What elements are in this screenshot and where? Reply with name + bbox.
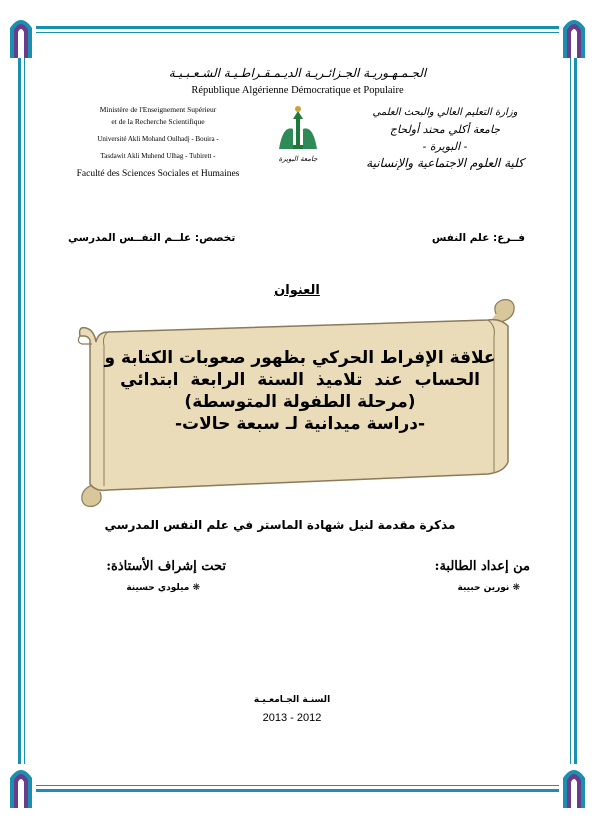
branch-label: فــرع: علم النفس [431,232,525,244]
frame-right-line [574,58,577,764]
logo-caption: جامعة البويرة [278,155,318,163]
republic-title-arabic: الجـمـهـوريـة الجـزائـريـة الديـمـقـراطـيـة الشـعـبـيـة [168,66,427,80]
frame-bottom-line [36,789,559,792]
thesis-note: مذكرة مقدمة لنيل شهادة الماستر في علم النفس المدرسي [104,518,456,532]
university-arabic: جامعة أكلي محند أولحاج [389,123,501,136]
scroll-title-line-3: (مرحلة الطفولة المتوسطة) [184,392,416,412]
scroll-title-line-2: الحساب عند تلاميذ السنة الرابعة ابتدائي [120,370,480,390]
student-name: ❋ نورين حبيبة [457,583,520,593]
faculty-french: Faculté des Sciences Sociales et Humaines [76,169,240,179]
university-tifinagh-transcription: Tasdawit Akli Muhend Ulhag - Tubirett - [100,152,216,160]
left-header-block [68,104,248,180]
frame-top-line-inner [36,32,559,33]
ministry-french-line-2: et de la Recherche Scientifique [111,117,205,126]
supervisor-label: تحت إشراف الأستاذة: [106,559,226,574]
faculty-arabic: كلية العلوم الاجتماعية والإنسانية [366,156,524,170]
supervisor-name: ❋ ميلودي حسينة [126,583,200,593]
corner-ornament-bottom-left-icon [8,762,34,810]
scroll-title-line-4: -دراسة ميدانية لـ سبعة حالات- [174,414,426,434]
academic-year-label: السنـة الجـامعـيـة [253,695,331,705]
frame-bottom-line-inner [36,785,559,786]
scroll-title-block [104,347,496,435]
title-label: العنوان [274,283,320,298]
student-label: من إعداد الطالبة: [434,559,530,574]
ministry-french-line-1: Ministère de l'Enseignement Supérieur [99,105,217,114]
university-french: Université Akli Mohand Oulhadj - Bouira - [97,135,219,143]
republic-title-french: République Algérienne Démocratique et Populaire [191,85,404,96]
university-logo-icon [273,105,323,153]
frame-top-line [36,26,559,29]
frame-left-line-inner [24,58,25,764]
corner-ornament-bottom-right-icon [561,762,587,810]
ministry-arabic: وزارة التعليم العالي والبحث العلمي [372,107,518,118]
scroll-title-line-1: علاقة الإفراط الحركي بظهور صعوبات الكتابة و [104,348,496,368]
corner-ornament-top-left-icon [8,12,34,60]
city-arabic: - البويرة - [422,140,468,153]
frame-left-line [18,58,21,764]
frame-right-line-inner [570,58,571,764]
corner-ornament-top-right-icon [561,12,587,60]
academic-year-value: 2013 - 2012 [262,712,322,724]
specialization-label: تخصص: علــم النفــس المدرسي [68,232,236,244]
right-header-block [345,104,545,172]
